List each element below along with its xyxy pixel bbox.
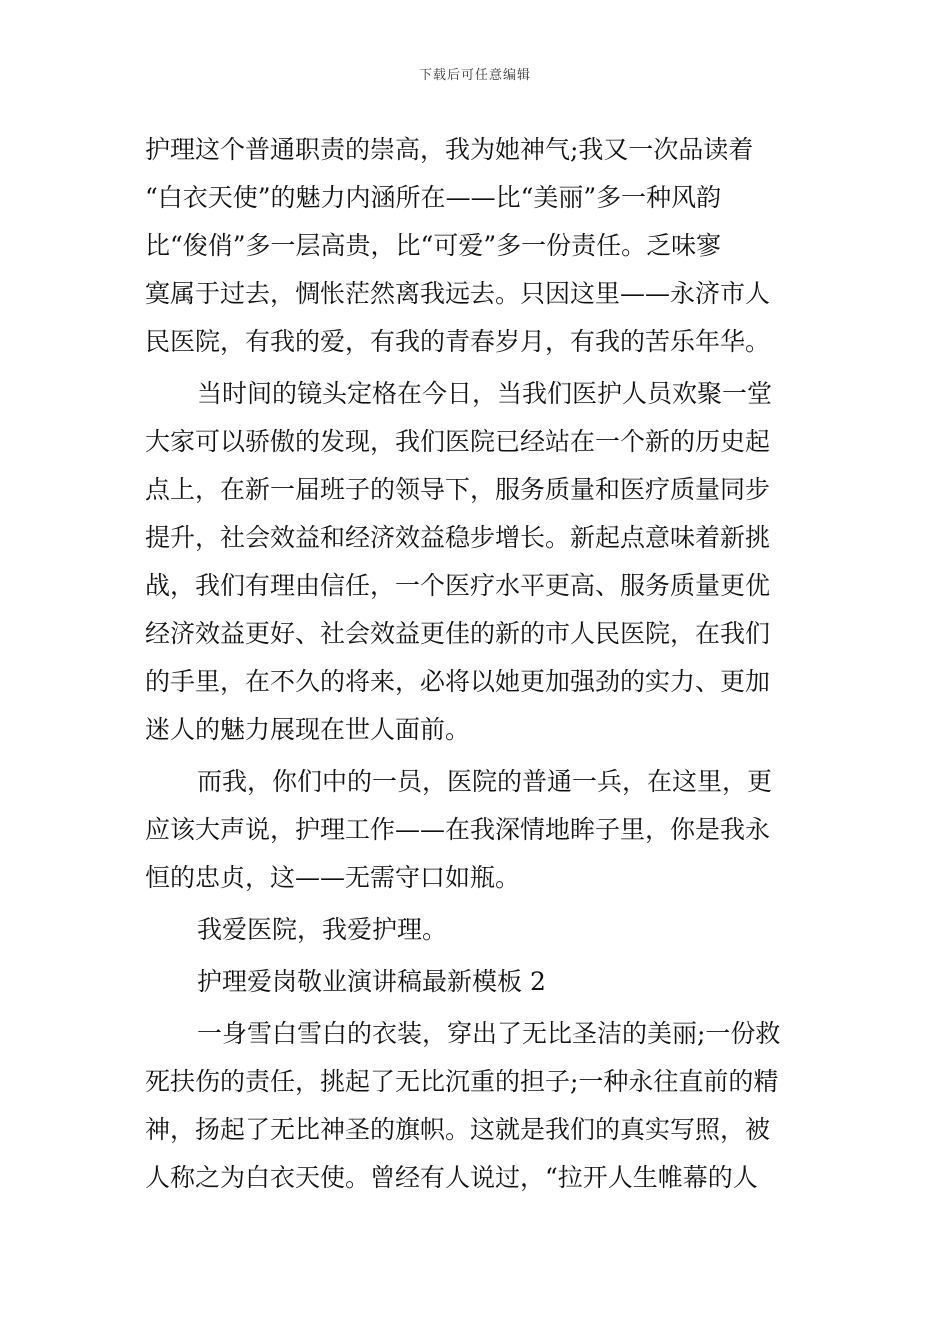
text-line: 护理这个普通职责的崇高，我为她神气;我又一次品读着 — [145, 135, 754, 164]
section-heading — [145, 958, 807, 1006]
text-line: 护理爱岗敬业演讲稿最新模板 2 — [197, 967, 546, 996]
paragraph — [145, 1010, 807, 1202]
text-line: 点上，在新一届班子的领导下，服务质量和医疗质量同步 — [145, 475, 771, 504]
text-line: “白衣天使”的魅力内涵所在——比“美丽”多一种风韵 — [145, 183, 722, 212]
text-line: 当时间的镜头定格在今日，当我们医护人员欢聚一堂 — [197, 379, 773, 408]
text-line: 一身雪白雪白的衣装，穿出了无比圣洁的美丽;一份救 — [197, 1019, 781, 1048]
text-line: 死扶伤的责任，挑起了无比沉重的担子;一种永往直前的精 — [145, 1067, 779, 1096]
text-line: 神，扬起了无比神圣的旗帜。这就是我们的真实写照，被 — [145, 1115, 771, 1144]
text-line: 迷人的魅力展现在世人面前。 — [145, 715, 471, 744]
text-line: 人称之为白衣天使。曾经有人说过，“拉开人生帷幕的人 — [145, 1163, 758, 1192]
paragraph — [145, 906, 807, 954]
page-header: 下载后可任意编辑 — [418, 68, 531, 83]
text-line: 的手里，在不久的将来，必将以她更加强劲的实力、更加 — [145, 667, 771, 696]
paragraph — [145, 126, 807, 366]
text-line: 而我，你们中的一员，医院的普通一兵，在这里，更 — [197, 767, 773, 796]
text-line: 寞属于过去，惆怅茫然离我远去。只因这里——永济市人 — [145, 279, 771, 308]
text-line: 民医院，有我的爱，有我的青春岁月，有我的苦乐年华。 — [145, 327, 771, 356]
paragraph — [145, 370, 807, 754]
text-line: 恒的忠贞，这——无需守口如瓶。 — [145, 863, 521, 892]
text-line: 提升，社会效益和经济效益稳步增长。新起点意味着新挑 — [145, 523, 771, 552]
text-line: 大家可以骄傲的发现，我们医院已经站在一个新的历史起 — [145, 427, 771, 456]
text-line: 经济效益更好、社会效益更佳的新的市人民医院，在我们 — [145, 619, 771, 648]
text-line: 战，我们有理由信任，一个医疗水平更高、服务质量更优 — [145, 571, 771, 600]
paragraph — [145, 758, 807, 902]
text-line: 我爱医院，我爱护理。 — [197, 915, 448, 944]
text-line: 比“俊俏”多一层高贵，比“可爱”多一份责任。乏味寥 — [145, 231, 722, 260]
text-line: 应该大声说，护理工作——在我深情地眸子里，你是我永 — [145, 815, 771, 844]
document-body — [145, 126, 807, 1202]
